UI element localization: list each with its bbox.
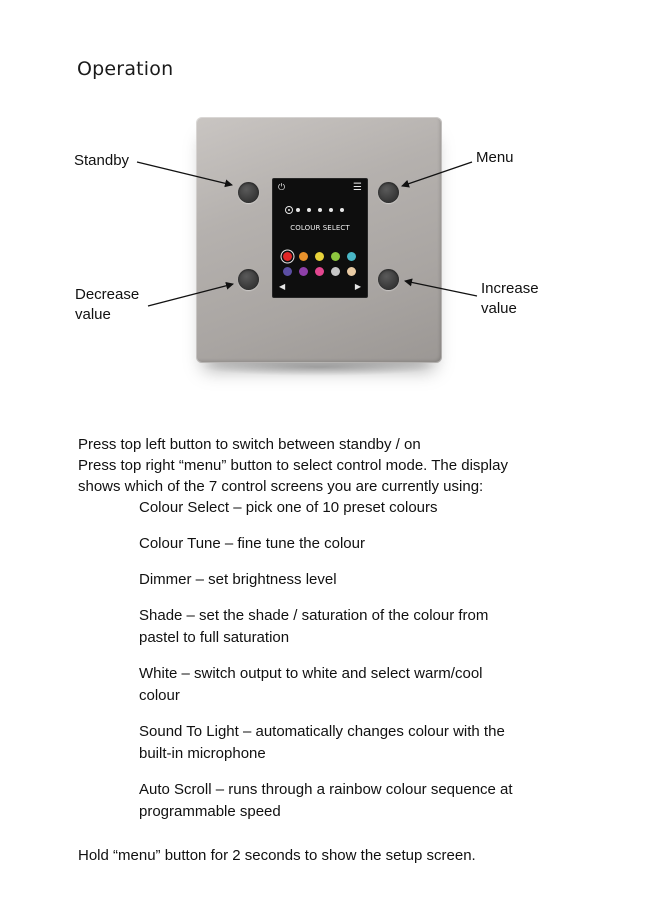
- increase-label: Increase value: [481, 280, 539, 317]
- mode-item: Shade – set the shade / saturation of the colour from pastel to full saturation: [139, 607, 489, 646]
- mode-item: Colour Select – pick one of 10 preset colours: [139, 499, 438, 516]
- callout-arrows: [0, 100, 651, 400]
- standby-label: Standby: [74, 152, 130, 169]
- page-title: Operation: [77, 58, 174, 80]
- mode-item: White – switch output to white and select warm/cool colour: [139, 665, 483, 704]
- standby-arrow: [137, 162, 232, 185]
- mode-item: Dimmer – set brightness level: [139, 571, 337, 588]
- mode-item: Sound To Light – automatically changes colour with the built-in microphone: [139, 723, 505, 762]
- menu-icon: ☰: [353, 182, 362, 193]
- intro-text: [78, 434, 508, 497]
- right-arrow-icon: ▶: [354, 282, 361, 291]
- increase-arrow: [405, 281, 477, 296]
- footer-text: Hold “menu” button for 2 seconds to show the setup screen.: [78, 847, 476, 864]
- menu-label: Menu: [476, 149, 514, 166]
- power-icon: ⏻: [278, 183, 286, 193]
- intro-line: Press top right “menu” button to select control mode. The display: [78, 457, 508, 474]
- control-mode-list: [139, 497, 579, 837]
- intro-line: Press top left button to switch between standby / on: [78, 436, 421, 453]
- decrease-label: Decrease value: [75, 286, 140, 323]
- mode-item: Colour Tune – fine tune the colour: [139, 535, 365, 552]
- left-arrow-icon: ◀: [279, 282, 286, 291]
- menu-arrow: [402, 162, 472, 186]
- decrease-arrow: [148, 284, 233, 306]
- mode-item: Auto Scroll – runs through a rainbow colour sequence at programmable speed: [139, 781, 513, 820]
- device-figure: [0, 100, 651, 400]
- intro-line: shows which of the 7 control screens you are currently using:: [78, 478, 484, 495]
- screen-mode-label: COLOUR SELECT: [290, 224, 350, 232]
